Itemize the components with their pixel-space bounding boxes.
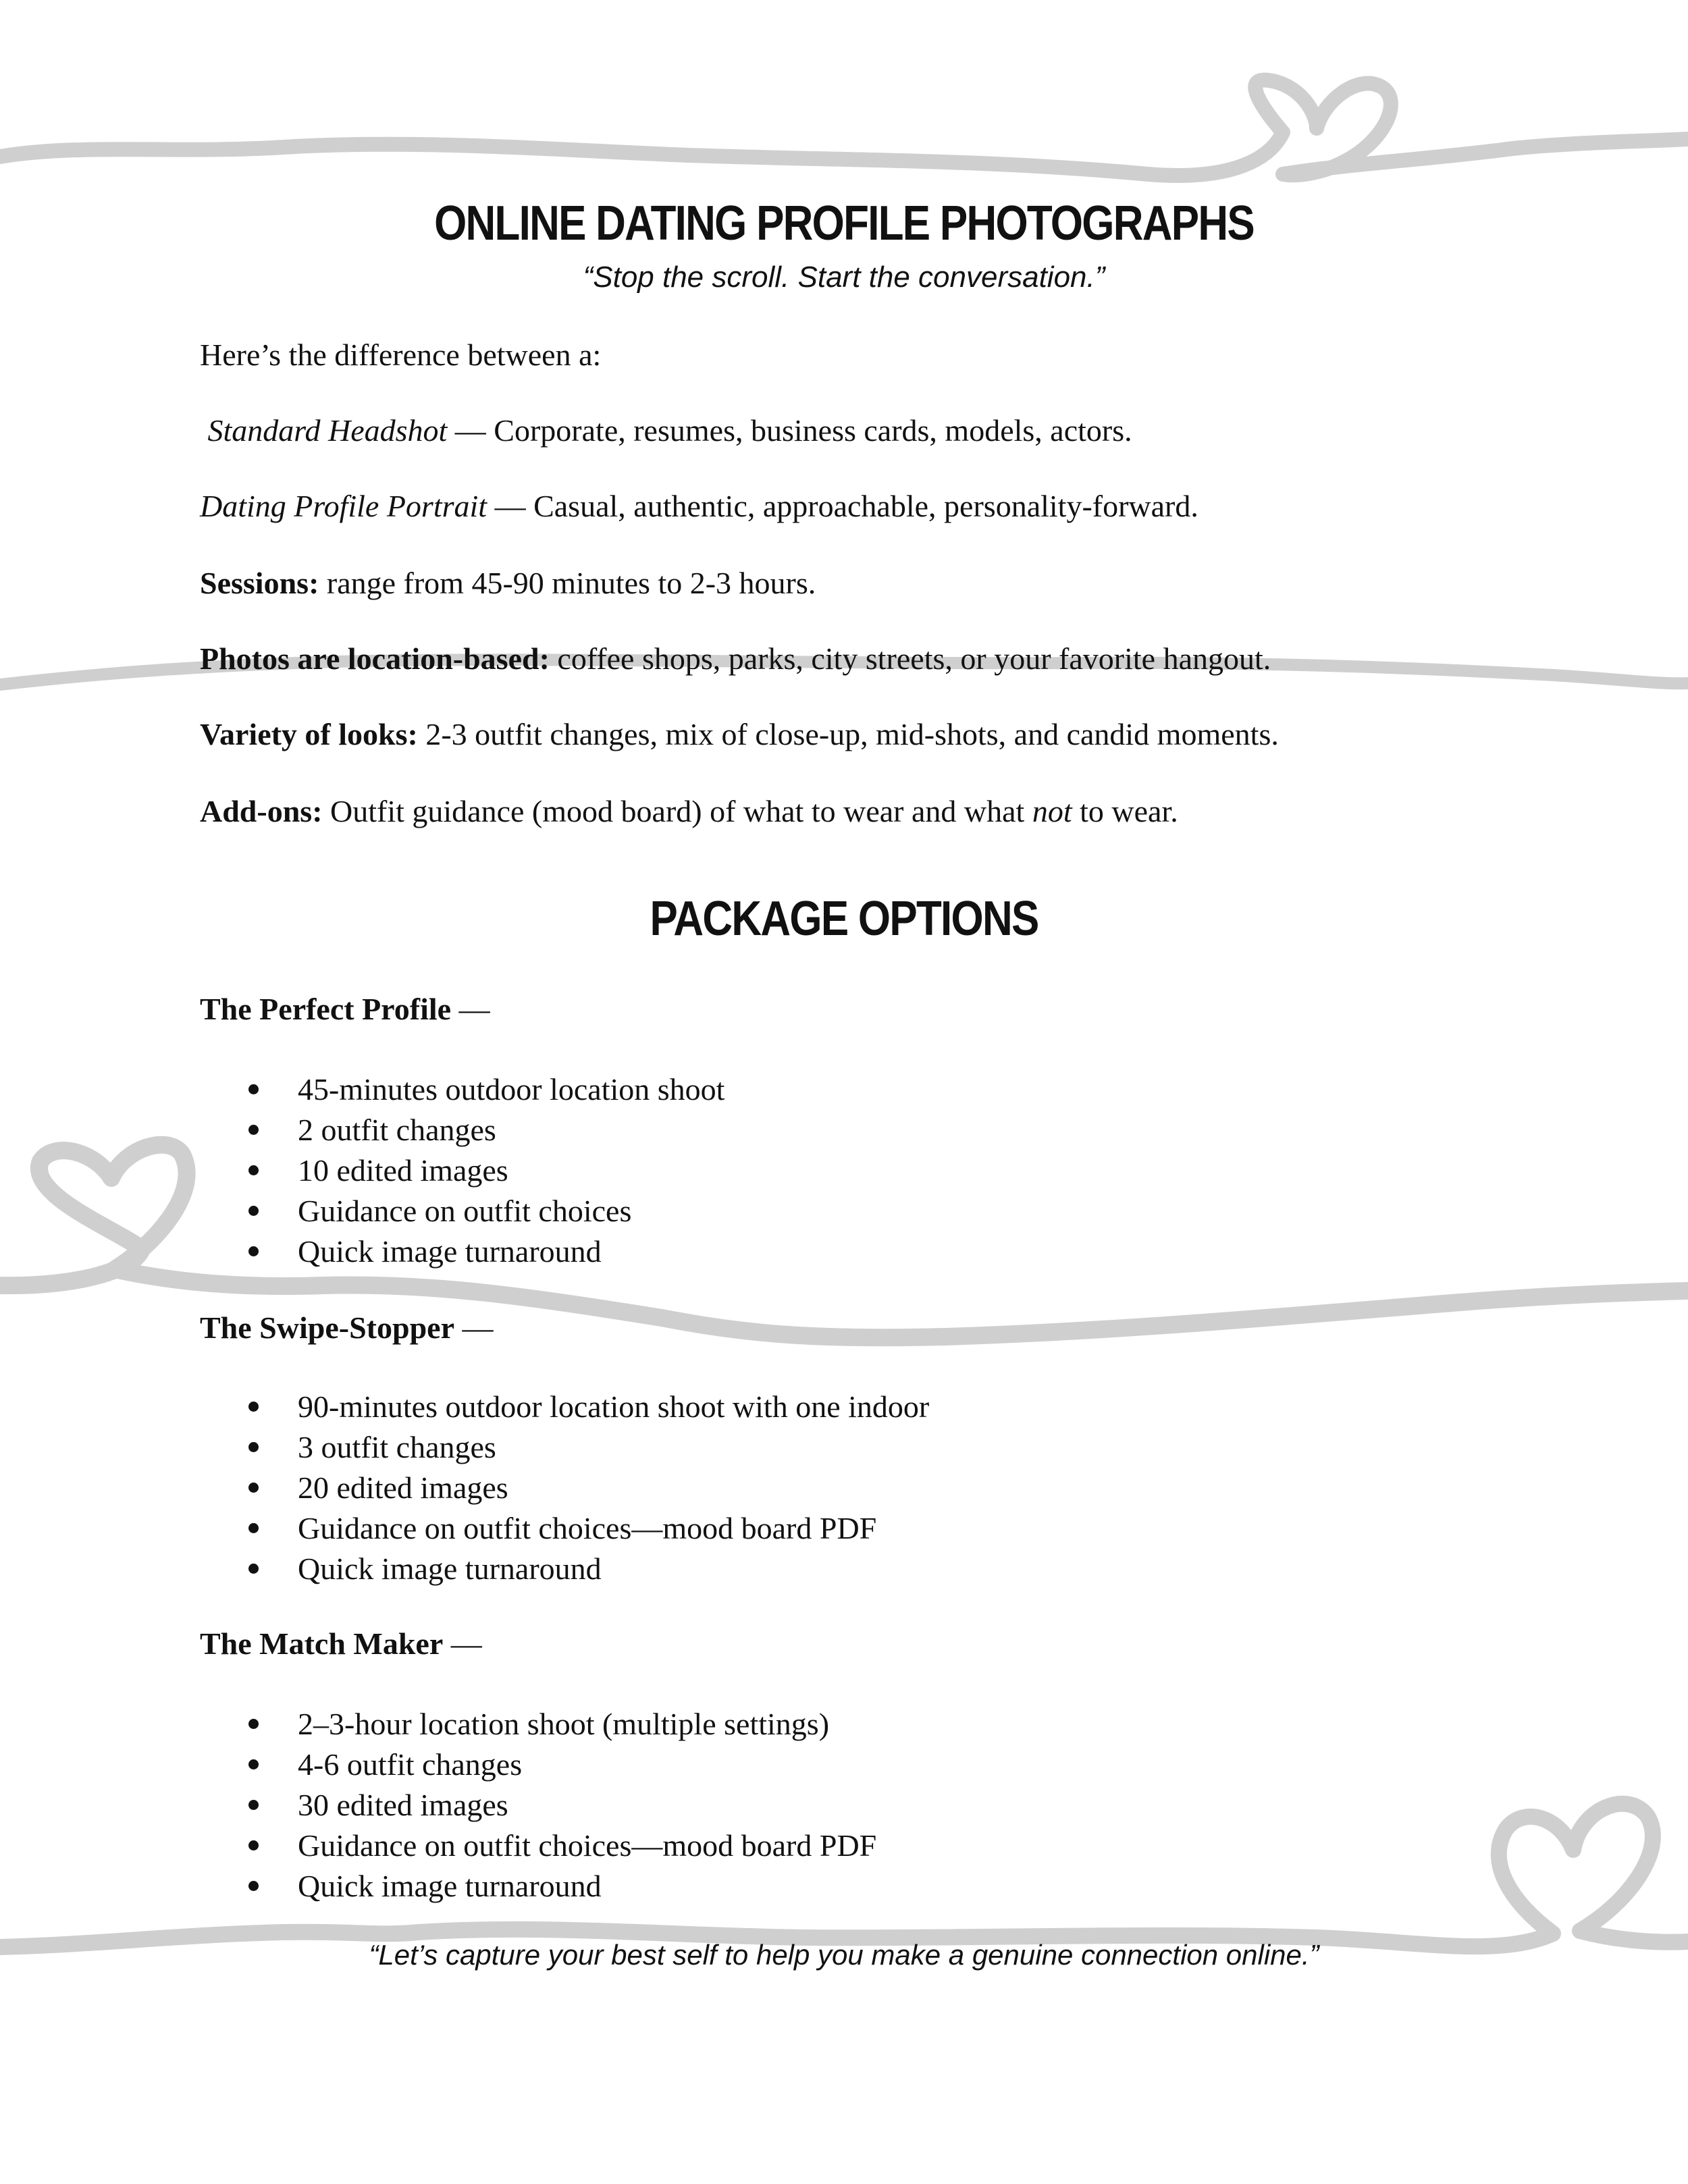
list-item	[200, 1508, 929, 1549]
bullet-icon	[248, 1206, 259, 1216]
list-item	[200, 1826, 876, 1866]
package-feature-list	[200, 1387, 929, 1589]
list-item	[200, 1744, 876, 1785]
bullet-icon	[248, 1125, 259, 1135]
list-item	[200, 1069, 724, 1110]
feature-text: 30 edited images	[298, 1788, 508, 1822]
list-item	[200, 1468, 929, 1508]
bullet-icon	[248, 1881, 259, 1891]
bullet-icon	[248, 1084, 259, 1094]
package-feature-list	[200, 1069, 724, 1272]
page-title: ONLINE DATING PROFILE PHOTOGRAPHS	[434, 196, 1254, 250]
dating-portrait-desc: — Casual, authentic, approachable, personality-forward.	[487, 489, 1198, 523]
list-item	[200, 1427, 929, 1468]
detail-text: coffee shops, parks, city streets, or your favorite hangout.	[549, 641, 1271, 676]
bullet-icon	[248, 1800, 259, 1810]
package-dash: —	[454, 1310, 494, 1345]
list-item	[200, 1191, 724, 1231]
feature-text: 20 edited images	[298, 1470, 508, 1505]
feature-text: 2 outfit changes	[298, 1113, 496, 1147]
feature-text: Guidance on outfit choices—mood board PDF	[298, 1828, 877, 1863]
detail-variety	[200, 716, 1550, 753]
feature-text: 3 outfit changes	[298, 1430, 496, 1464]
detail-sessions	[200, 564, 1550, 602]
feature-text: 45-minutes outdoor location shoot	[298, 1072, 725, 1107]
list-item	[200, 1150, 724, 1191]
feature-text: 10 edited images	[298, 1153, 508, 1188]
package-title-match-maker	[200, 1626, 482, 1661]
feature-text: Quick image turnaround	[298, 1234, 602, 1269]
bullet-icon	[248, 1523, 259, 1533]
bullet-icon	[248, 1165, 259, 1175]
bullet-icon	[248, 1402, 259, 1412]
standard-headshot-line	[200, 412, 1550, 449]
package-name: The Swipe-Stopper	[200, 1310, 454, 1345]
list-item	[200, 1387, 929, 1427]
addons-emphasis: not	[1032, 794, 1072, 828]
feature-text: Guidance on outfit choices	[298, 1194, 632, 1228]
addons-label: Add-ons:	[200, 794, 323, 828]
addons-text: Outfit guidance (mood board) of what to wear and what	[322, 794, 1032, 828]
package-dash: —	[443, 1626, 482, 1661]
feature-text: Quick image turnaround	[298, 1551, 602, 1586]
package-feature-list	[200, 1704, 876, 1907]
addons-text-end: to wear.	[1072, 794, 1178, 828]
bullet-icon	[248, 1759, 259, 1769]
list-item	[200, 1549, 929, 1589]
list-item	[200, 1866, 876, 1907]
detail-text: range from 45-90 minutes to 2-3 hours.	[319, 566, 816, 600]
bullet-icon	[248, 1246, 259, 1256]
feature-text: 90-minutes outdoor location shoot with one indoor	[298, 1389, 930, 1424]
dating-portrait-term: Dating Profile Portrait	[200, 489, 487, 523]
detail-location	[200, 640, 1550, 677]
standard-headshot-term: Standard Headshot	[207, 413, 448, 448]
bullet-icon	[248, 1564, 259, 1574]
bullet-icon	[248, 1442, 259, 1452]
feature-text: 2–3-hour location shoot (multiple settings)	[298, 1707, 830, 1741]
bullet-icon	[248, 1719, 259, 1729]
feature-text: Guidance on outfit choices—mood board PDF	[298, 1511, 877, 1545]
tagline: “Stop the scroll. Start the conversation.”	[583, 261, 1105, 294]
list-item	[200, 1231, 724, 1272]
detail-label: Photos are location-based:	[200, 641, 550, 676]
package-options-heading: PACKAGE OPTIONS	[650, 892, 1038, 946]
detail-addons	[200, 793, 1550, 830]
detail-label: Sessions:	[200, 566, 319, 600]
package-dash: —	[451, 992, 490, 1026]
intro-lead: Here’s the difference between a:	[200, 338, 602, 372]
dating-portrait-line	[200, 487, 1550, 525]
detail-label: Variety of looks:	[200, 717, 418, 751]
bullet-icon	[248, 1840, 259, 1850]
package-name: The Perfect Profile	[200, 992, 452, 1026]
detail-text: 2-3 outfit changes, mix of close-up, mid-shots, and candid moments.	[417, 717, 1279, 751]
list-item	[200, 1704, 876, 1744]
bullet-icon	[248, 1483, 259, 1493]
package-name: The Match Maker	[200, 1626, 444, 1661]
package-title-swipe-stopper	[200, 1310, 493, 1346]
feature-text: Quick image turnaround	[298, 1869, 602, 1903]
closing-quote: “Let’s capture your best self to help you make a genuine connection online.”	[369, 1939, 1319, 1971]
package-title-perfect-profile	[200, 991, 490, 1027]
standard-headshot-desc: — Corporate, resumes, business cards, models, actors.	[447, 413, 1132, 448]
list-item	[200, 1110, 724, 1150]
ribbon-line-top	[0, 80, 1688, 175]
list-item	[200, 1785, 876, 1826]
feature-text: 4-6 outfit changes	[298, 1747, 523, 1782]
